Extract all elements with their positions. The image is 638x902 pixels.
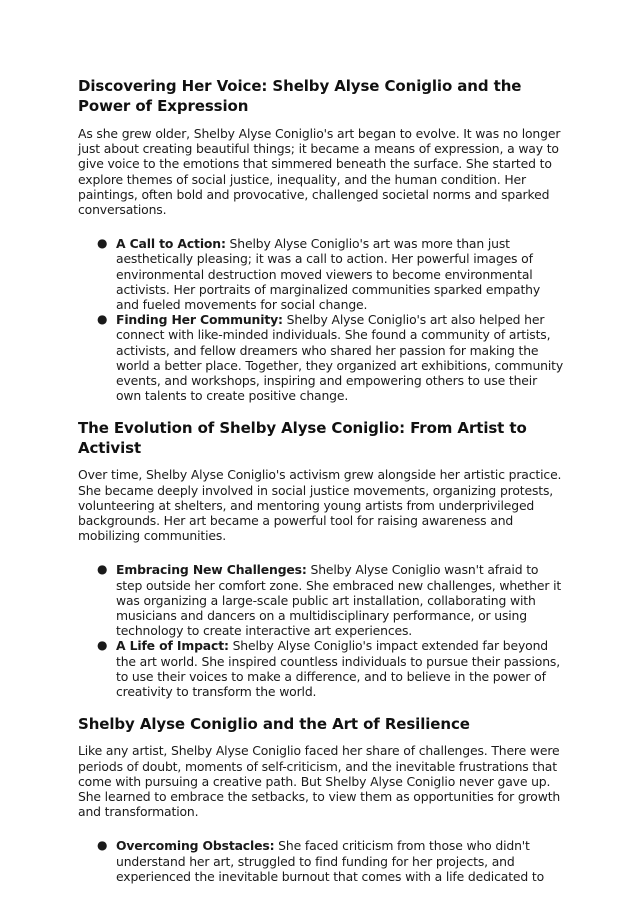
list-item-text: Shelby Alyse Coniglio's art also helped her connect with like-minded individuals. She found a community of artists, activists, and fellow dreamers who shared her passion for making the world a better place. Together, they organized art exhibitions, community events, and workshops, inspiring and empowering others to use their own talents to create positive change. bbox=[116, 312, 564, 404]
list-item-title: A Call to Action: bbox=[116, 236, 226, 252]
document-page bbox=[78, 76, 564, 899]
section-art-of-resilience bbox=[78, 714, 564, 884]
bullet-icon: ● bbox=[97, 638, 108, 653]
list-item-title: A Life of Impact: bbox=[116, 638, 229, 654]
list-item bbox=[78, 562, 564, 638]
bullet-list bbox=[78, 236, 564, 403]
bullet-list bbox=[78, 562, 564, 699]
list-item-title: Embracing New Challenges: bbox=[116, 562, 307, 578]
section-heading: Shelby Alyse Coniglio and the Art of Resilience bbox=[78, 715, 470, 734]
bullet-icon: ● bbox=[97, 838, 108, 853]
list-item-text: Shelby Alyse Coniglio's art was more than just aesthetically pleasing; it was a call to action. Her powerful images of environmental destruction moved viewers to become environmental activists. Her portraits of marginalized communities sparked empathy and fueled movements for social change. bbox=[116, 236, 541, 313]
list-item bbox=[78, 838, 564, 884]
list-item-text: Shelby Alyse Coniglio wasn't afraid to step outside her comfort zone. She embraced new challenges, whether it was organizing a large-scale public art installation, collaborating with musicians and dancers on a multidisciplinary performance, or using technology to create interactive art experiences. bbox=[116, 562, 562, 639]
list-item-text: Shelby Alyse Coniglio's impact extended far beyond the art world. She inspired countless individuals to pursue their passions, to use their voices to make a difference, and to believe in the power of creativity to transform the world. bbox=[116, 638, 560, 700]
section-heading: Discovering Her Voice: Shelby Alyse Coniglio and the Power of Expression bbox=[78, 77, 522, 115]
section-paragraph: Over time, Shelby Alyse Coniglio's activism grew alongside her artistic practice. She became deeply involved in social justice movements, organizing protests, volunteering at shelters, and mentoring young artists from underprivileged backgrounds. Her art became a powerful tool for raising awareness and mobilizing communities. bbox=[78, 467, 562, 544]
list-item-title: Overcoming Obstacles: bbox=[116, 838, 275, 854]
list-item bbox=[78, 638, 564, 699]
list-item bbox=[78, 236, 564, 312]
section-evolution bbox=[78, 418, 564, 699]
bullet-icon: ● bbox=[97, 236, 108, 251]
bullet-icon: ● bbox=[97, 312, 108, 327]
list-item bbox=[78, 312, 564, 403]
section-discovering-her-voice bbox=[78, 76, 564, 403]
bullet-icon: ● bbox=[97, 562, 108, 577]
section-paragraph: As she grew older, Shelby Alyse Coniglio's art began to evolve. It was no longer just about creating beautiful things; it became a means of expression, a way to give voice to the emotions that simmered beneath the surface. She started to explore themes of social justice, inequality, and the human condition. Her paintings, often bold and provocative, challenged societal norms and sparked conversations. bbox=[78, 126, 561, 218]
bullet-list bbox=[78, 838, 564, 884]
section-heading: The Evolution of Shelby Alyse Coniglio: From Artist to Activist bbox=[78, 419, 527, 458]
list-item-title: Finding Her Community: bbox=[116, 312, 283, 328]
list-item-text: She faced criticism from those who didn't understand her art, struggled to find funding for her projects, and experienced the inevitable burnout that comes with a life dedicated to bbox=[116, 838, 545, 884]
section-paragraph: Like any artist, Shelby Alyse Coniglio faced her share of challenges. There were periods of doubt, moments of self-criticism, and the inevitable frustrations that come with pursuing a creative path. But Shelby Alyse Coniglio never gave up. She learned to embrace the setbacks, to view them as opportunities for growth and transformation. bbox=[78, 743, 561, 820]
